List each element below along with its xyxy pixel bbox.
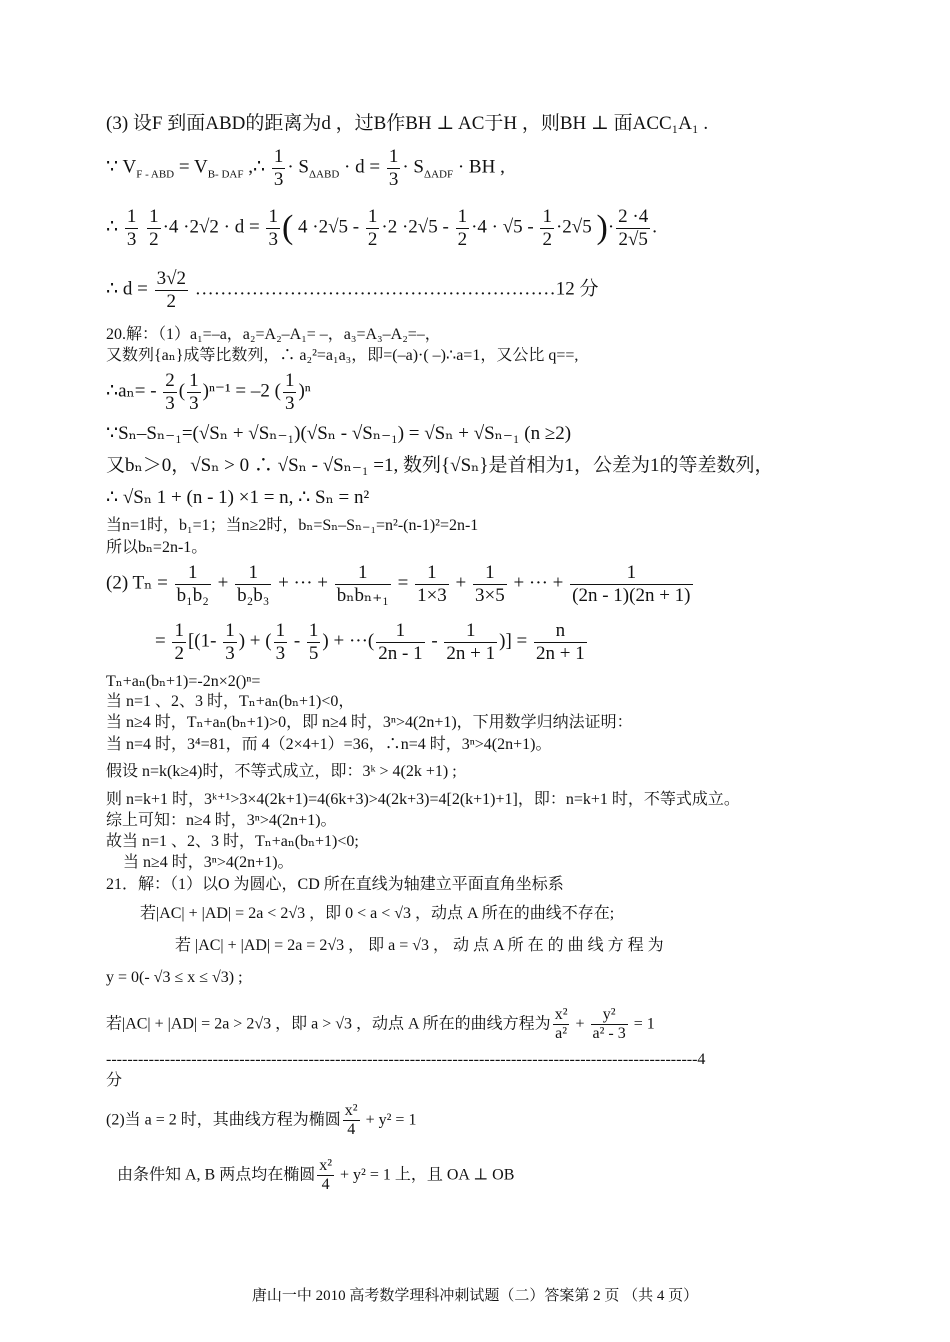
q20-line-13: 当 n≥4 时，Tₙ+aₙ(bₙ+1)>0，即 n≥4 时，3ⁿ>4(2n+1)，下用数学归纳法证明： (106, 714, 633, 731)
denominator: b₁b₂ (176, 584, 209, 606)
numerator: 1 (284, 370, 295, 391)
numerator: 1 (367, 206, 378, 227)
fraction (317, 1157, 334, 1195)
denominator: 3 (225, 642, 235, 664)
numerator: 1 (542, 206, 552, 227)
line-volume-equation (106, 146, 505, 191)
text: ,∴ (243, 156, 266, 178)
text: · (607, 216, 615, 238)
q21-line-4: y = 0(- √3 ≤ x ≤ √3) ; (106, 969, 243, 986)
text: · d = (339, 156, 385, 178)
line-3-intro: (3) 设F 到面ABD的距离为d ，过B作BH ⊥ AC于H ，则BH ⊥ 面ACC₁A₁ . (106, 113, 709, 134)
denominator: 2n + 1 (536, 642, 585, 664)
text: ΔADF (424, 168, 454, 181)
numerator: 1 (457, 206, 468, 227)
q20-line-6: ∴ √Sₙ 1 + (n - 1) ×1 = n, ∴ Sₙ = n² (106, 487, 370, 508)
denominator: 2 (457, 228, 468, 250)
text: ∴ d = (106, 278, 153, 300)
fraction (175, 562, 211, 607)
text: )ⁿ⁻¹ = –2 ( (202, 380, 281, 402)
q20-line-1: 20.解：（1）a₁=–a，a₂=A₂–A₁= –，a₃=A₃–A₂=–， (106, 326, 441, 343)
text: F - ABD (136, 168, 175, 181)
text: ·4 · √5 - (471, 216, 539, 238)
fraction (266, 206, 280, 251)
text: + (450, 572, 471, 594)
denominator: b₂b₃ (237, 584, 270, 606)
numerator: 1 (376, 620, 424, 643)
denominator: 3 (273, 168, 284, 190)
text: = 1 (629, 1015, 655, 1033)
fraction (335, 562, 391, 607)
denominator: 1×3 (417, 584, 447, 606)
fraction (376, 620, 424, 665)
q20-line-15: 假设 n=k(k≥4)时，不等式成立，即：3ᵏ > 4(2k +1) ; (106, 763, 457, 780)
text: · S (287, 156, 309, 178)
line-distance-result (106, 268, 599, 313)
fraction (591, 1006, 628, 1044)
text: - (426, 630, 443, 652)
denominator: a² - 3 (592, 1025, 626, 1043)
fraction (223, 620, 237, 665)
text: + ··· + (273, 572, 333, 594)
text: + y² = 1 上，且 OA ⊥ OB (336, 1166, 515, 1184)
text: )ⁿ (298, 380, 311, 402)
q20-line-19: 当 n≥4 时，3ⁿ>4(2n+1)。 (123, 854, 294, 871)
fraction (307, 620, 321, 665)
fraction (274, 620, 288, 665)
text: = (155, 630, 171, 652)
denominator: (2n - 1)(2n + 1) (572, 584, 691, 606)
text: ·2√5 (555, 216, 592, 238)
fraction (147, 206, 161, 251)
text: B- DAF (207, 168, 244, 181)
text: + (571, 1015, 589, 1033)
numerator: 1 (275, 620, 286, 641)
numerator: 2 ·4 (618, 206, 649, 227)
denominator: 3 (165, 392, 175, 414)
fraction (473, 562, 507, 607)
q20-line-3 (106, 370, 311, 415)
text: 4 ·2√5 - (298, 216, 364, 238)
denominator: 4 (347, 1121, 356, 1139)
q21-line-2: 若|AC| + |AD| = 2a < 2√3 ，即 0 < a < √3 ，动点 A 所在的曲线不存在; (140, 905, 615, 922)
text: · BH , (453, 156, 505, 178)
text: + y² = 1 (361, 1111, 417, 1129)
q21-line-3: 若 |AC| + |AD| = 2a = 2√3 ， 即 a = √3 ， 动 点 A 所 在 的 曲 线 方 程 为 (175, 937, 664, 954)
numerator: n (534, 620, 587, 643)
q21-line-9 (117, 1157, 514, 1195)
numerator: 1 (308, 620, 319, 641)
text: + (212, 572, 234, 594)
fraction (415, 562, 449, 607)
text: 由条件知 A, B 两点均在椭圆 (117, 1166, 316, 1184)
numerator: 1 (175, 562, 211, 585)
right-paren: ) (596, 208, 608, 246)
fraction (125, 206, 139, 251)
text: = V (174, 156, 208, 178)
numerator: 1 (149, 206, 159, 227)
denominator: 3 (126, 228, 137, 250)
fraction (163, 370, 177, 415)
q21-line-8 (106, 1102, 416, 1140)
denominator: 2 (542, 228, 552, 250)
fraction (540, 206, 554, 251)
q20-line-17: 综上可知：n≥4 时，3ⁿ>4(2n+1)。 (106, 812, 337, 829)
denominator: 2√5 (618, 228, 648, 250)
text: - (289, 630, 305, 652)
fraction (366, 206, 380, 251)
denominator: 4 (321, 1176, 330, 1194)
numerator: 3√2 (156, 268, 186, 289)
denominator: 2 (149, 228, 159, 250)
numerator: 1 (444, 620, 497, 643)
numerator: 1 (388, 146, 399, 167)
numerator: 1 (126, 206, 137, 227)
fraction (534, 620, 587, 665)
denominator: 2 (174, 642, 184, 664)
fraction (570, 562, 692, 607)
page-footer: 唐山一中 2010 高考数学理科冲刺试题（二）答案第 2 页 （共 4 页） (251, 1288, 699, 1304)
denominator: 2 (367, 228, 378, 250)
q20-tn-result (155, 620, 589, 665)
q20-line-4: ∵Sₙ–Sₙ₋₁=(√Sₙ + √Sₙ₋₁)(√Sₙ - √Sₙ₋₁) = √Sₙ + √Sₙ₋₁ (n ≥2) (106, 423, 572, 444)
text: = (392, 572, 414, 594)
fraction (235, 562, 271, 607)
numerator: 1 (174, 620, 184, 641)
fraction (343, 1102, 360, 1140)
text: …………………………………………………12 分 (194, 278, 599, 300)
denominator: bₙbₙ₊₁ (336, 584, 389, 606)
text: ( (178, 380, 186, 402)
numerator: y² (591, 1006, 628, 1025)
fraction (553, 1006, 570, 1044)
q20-line-18: 故当 n=1 、2、3 时，Tₙ+aₙ(bₙ+1)<0; (106, 833, 359, 850)
numerator: 1 (225, 620, 235, 641)
q21-divider-line: ---------------------------------------------------------------------------------------------------------------4 (106, 1051, 706, 1068)
text: (2) Tₙ = (106, 572, 173, 594)
fraction (172, 620, 186, 665)
q20-line-7: 当n=1时，b₁=1；当n≥2时，bₙ=Sₙ–Sₙ₋₁=n²-(n-1)²=2n-1 (106, 517, 479, 534)
text: [(1- (187, 630, 222, 652)
text: . (652, 216, 657, 238)
text: (2)当 a = 2 时，其曲线方程为椭圆 (106, 1111, 341, 1129)
text: ∴ (106, 216, 119, 238)
numerator: 1 (189, 370, 199, 391)
q20-line-2: 又数列{aₙ}成等比数列，∴ a₂²=a₁a₃，即=(–a)·( –)∴a=1，又公比 q==, (106, 347, 579, 364)
text: + ··· + (508, 572, 569, 594)
left-paren: ( (281, 208, 294, 246)
fraction (187, 370, 201, 415)
text: · S (402, 156, 424, 178)
denominator: 2n + 1 (446, 642, 496, 664)
fraction (155, 268, 188, 313)
numerator: 1 (235, 562, 271, 585)
numerator: 1 (570, 562, 692, 585)
q21-line-7: 分 (106, 1072, 123, 1089)
q21-line-5 (106, 1006, 655, 1044)
q20-line-12: 当 n=1 、2、3 时，Tₙ+aₙ(bₙ+1)<0， (106, 693, 355, 710)
fraction (387, 146, 401, 191)
fraction (456, 206, 470, 251)
denominator: 5 (308, 642, 319, 664)
line-distance-equation (106, 206, 657, 251)
text: ·2 ·2√5 - (381, 216, 454, 238)
denominator: 3 (284, 392, 295, 414)
q20-tn-sum (106, 562, 695, 607)
q21-line-1: 21．解：（1）以O 为圆心，CD 所在直线为轴建立平面直角坐标系 (106, 876, 564, 893)
text: 若|AC| + |AD| = 2a > 2√3 ，即 a > √3 ，动点 A 所在的曲线方程为 (106, 1015, 551, 1033)
text: ) + ( (238, 630, 272, 652)
fraction (444, 620, 497, 665)
denominator: 3 (388, 168, 399, 190)
numerator: 1 (415, 562, 449, 585)
q20-line-8: 所以bₙ=2n-1。 (106, 539, 208, 556)
text: ·4 ·2√2 · d = (162, 216, 265, 238)
numerator: x² (317, 1157, 334, 1176)
text: ∴aₙ= - (106, 380, 162, 402)
numerator: 1 (268, 206, 278, 227)
denominator: a² (555, 1025, 568, 1043)
fraction (272, 146, 286, 191)
denominator: 3 (275, 642, 286, 664)
denominator: 2 (166, 290, 177, 312)
denominator: 3 (268, 228, 278, 250)
text: ) + ···( (322, 630, 375, 652)
q20-line-5: 又bₙ＞0，√Sₙ > 0 ∴ √Sₙ - √Sₙ₋₁ =1, 数列{√Sₙ}是首相为1，公差为1的等差数列， (106, 455, 774, 476)
text: ∵ V (106, 156, 137, 178)
q20-line-11: Tₙ+aₙ(bₙ+1)=-2n×2()ⁿ= (106, 673, 261, 690)
numerator: 1 (473, 562, 507, 585)
q20-line-16: 则 n=k+1 时，3ᵏ⁺¹>3×4(2k+1)=4(6k+3)>4(2k+3)=4[2(k+1)+1]，即：n=k+1 时，不等式成立。 (106, 791, 740, 808)
fraction (283, 370, 297, 415)
numerator: x² (343, 1102, 360, 1121)
q20-line-14: 当 n=4 时，3⁴=81，而 4（2×4+1）=36，∴n=4 时，3ⁿ>4(2n+1)。 (106, 736, 552, 753)
numerator: 1 (273, 146, 284, 167)
denominator: 3 (189, 392, 199, 414)
text: ΔABD (308, 168, 340, 181)
fraction (616, 206, 650, 251)
denominator: 3×5 (475, 584, 505, 606)
numerator: x² (553, 1006, 570, 1025)
numerator: 2 (165, 370, 175, 391)
denominator: 2n - 1 (378, 642, 423, 664)
numerator: 1 (335, 562, 391, 585)
text: )] = (499, 630, 533, 652)
